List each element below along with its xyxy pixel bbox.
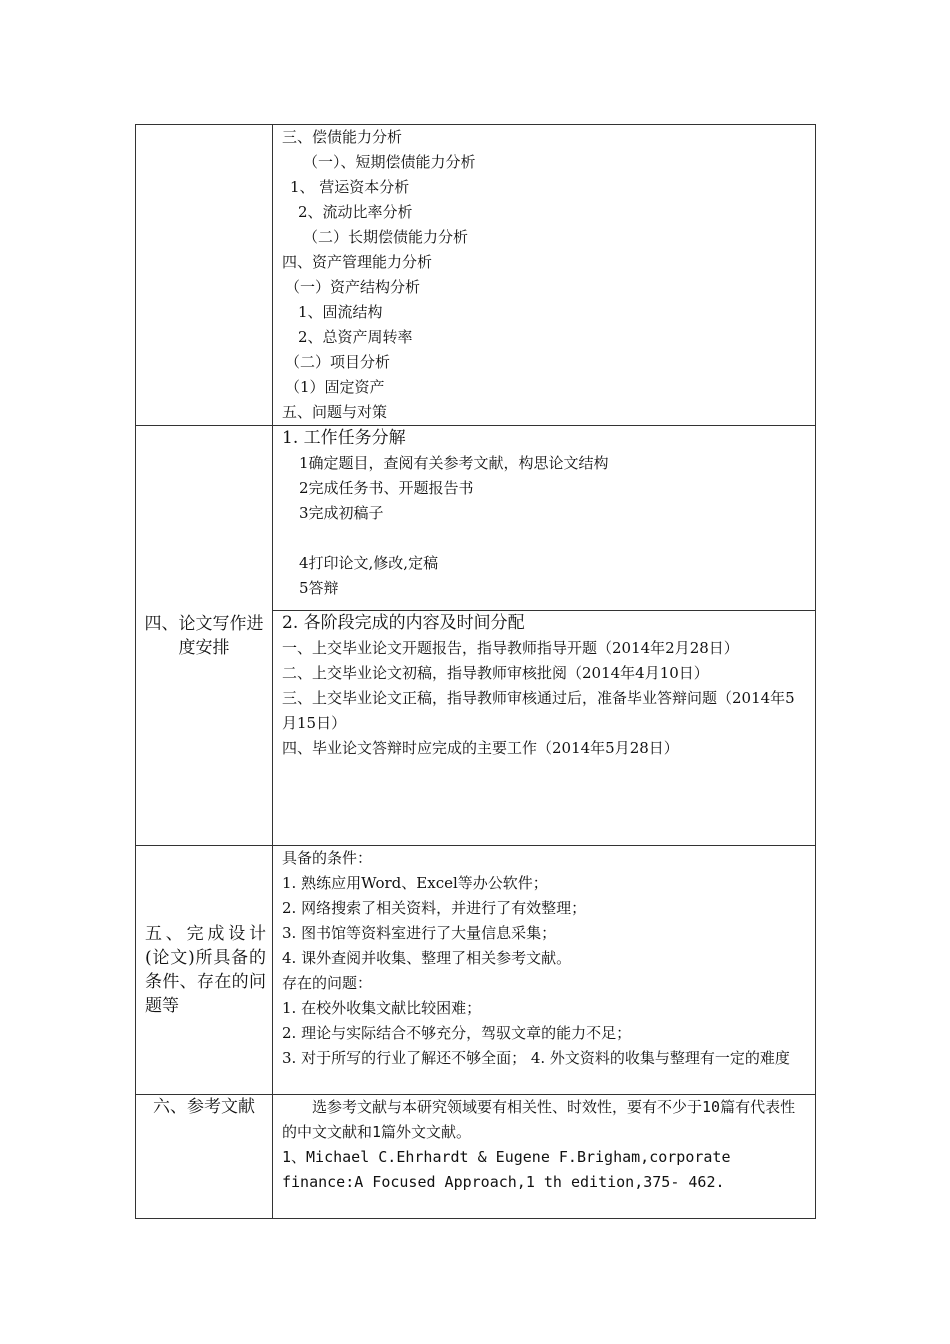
phase-item: 三、上交毕业论文正稿，指导教师审核通过后，准备毕业答辩问题（2014年5月15日） [282, 689, 795, 732]
references-label-cell [136, 1095, 273, 1219]
phase-item: 二、上交毕业论文初稿，指导教师审核批阅（2014年4月10日） [282, 664, 709, 682]
reference-item: 1、Michael C.Ehrhardt & Eugene F.Brigham,corporate finance:A Focused Approach,1 th edition,375- 462. [282, 1148, 731, 1191]
schedule-label: 四、论文写作进度安排 [144, 613, 264, 658]
references-row [136, 1095, 816, 1219]
schedule-tasks-cell [273, 426, 816, 611]
task-item: 5答辩 [299, 579, 339, 597]
problem-item: 3. 对于所写的行业了解还不够全面； 4. 外文资料的收集与整理有一定的难度 [282, 1049, 790, 1067]
outline-label-cell [136, 125, 273, 426]
outline-item: 1、 营运资本分析 [290, 178, 410, 196]
problem-item: 2. 理论与实际结合不够充分，驾驭文章的能力不足； [282, 1024, 632, 1042]
problem-item: 1. 在校外收集文献比较困难； [282, 999, 482, 1017]
phases-heading: 2. 各阶段完成的内容及时间分配 [282, 613, 525, 633]
proposal-table [135, 124, 816, 1219]
outline-item: （一）资产结构分析 [285, 278, 421, 296]
have-heading: 具备的条件： [282, 849, 373, 867]
have-item: 2. 网络搜索了相关资料，并进行了有效整理； [282, 899, 587, 917]
conditions-label-cell [136, 846, 273, 1095]
task-item: 1确定题目，查阅有关参考文献，构思论文结构 [299, 454, 609, 472]
have-item: 3. 图书馆等资料室进行了大量信息采集； [282, 924, 557, 942]
outline-item: 1、固流结构 [298, 303, 383, 321]
outline-item: （二）长期偿债能力分析 [303, 228, 469, 246]
references-label: 六、参考文献 [153, 1097, 255, 1117]
phase-item: 四、毕业论文答辩时应完成的主要工作（2014年5月28日） [282, 739, 679, 757]
conditions-row [136, 846, 816, 1095]
outline-item: 五、问题与对策 [282, 403, 388, 421]
outline-item: 2、流动比率分析 [298, 203, 413, 221]
blank-line [273, 526, 815, 551]
schedule-phases-cell [273, 611, 816, 846]
outline-cell [273, 125, 816, 426]
outline-item: （二）项目分析 [285, 353, 391, 371]
outline-row [136, 125, 816, 426]
schedule-tasks-row [136, 426, 816, 611]
schedule-label-cell [136, 426, 273, 846]
task-item: 4打印论文,修改,定稿 [299, 554, 439, 572]
phase-item: 一、上交毕业论文开题报告，指导教师指导开题（2014年2月28日） [282, 639, 739, 657]
references-intro: 选参考文献与本研究领域要有相关性、时效性，要有不少于10篇有代表性的中文文献和1篇外文文献。 [282, 1098, 796, 1141]
have-item: 4. 课外查阅并收集、整理了相关参考文献。 [282, 949, 572, 967]
outline-item: 2、总资产周转率 [298, 328, 413, 346]
problem-heading: 存在的问题： [282, 974, 373, 992]
outline-item: （一）、短期偿债能力分析 [303, 153, 476, 171]
conditions-cell [273, 846, 816, 1095]
references-cell [273, 1095, 816, 1219]
tasks-heading: 1. 工作任务分解 [282, 428, 406, 448]
outline-item: 三、偿债能力分析 [282, 128, 403, 146]
task-item: 3完成初稿子 [299, 504, 384, 522]
outline-item: （1）固定资产 [285, 378, 385, 396]
conditions-label: 五、完成设计(论文)所具备的条件、存在的问题等 [145, 924, 266, 1016]
outline-item: 四、资产管理能力分析 [282, 253, 433, 271]
task-item: 2完成任务书、开题报告书 [299, 479, 474, 497]
have-item: 1. 熟练应用Word、Excel等办公软件； [282, 874, 548, 892]
